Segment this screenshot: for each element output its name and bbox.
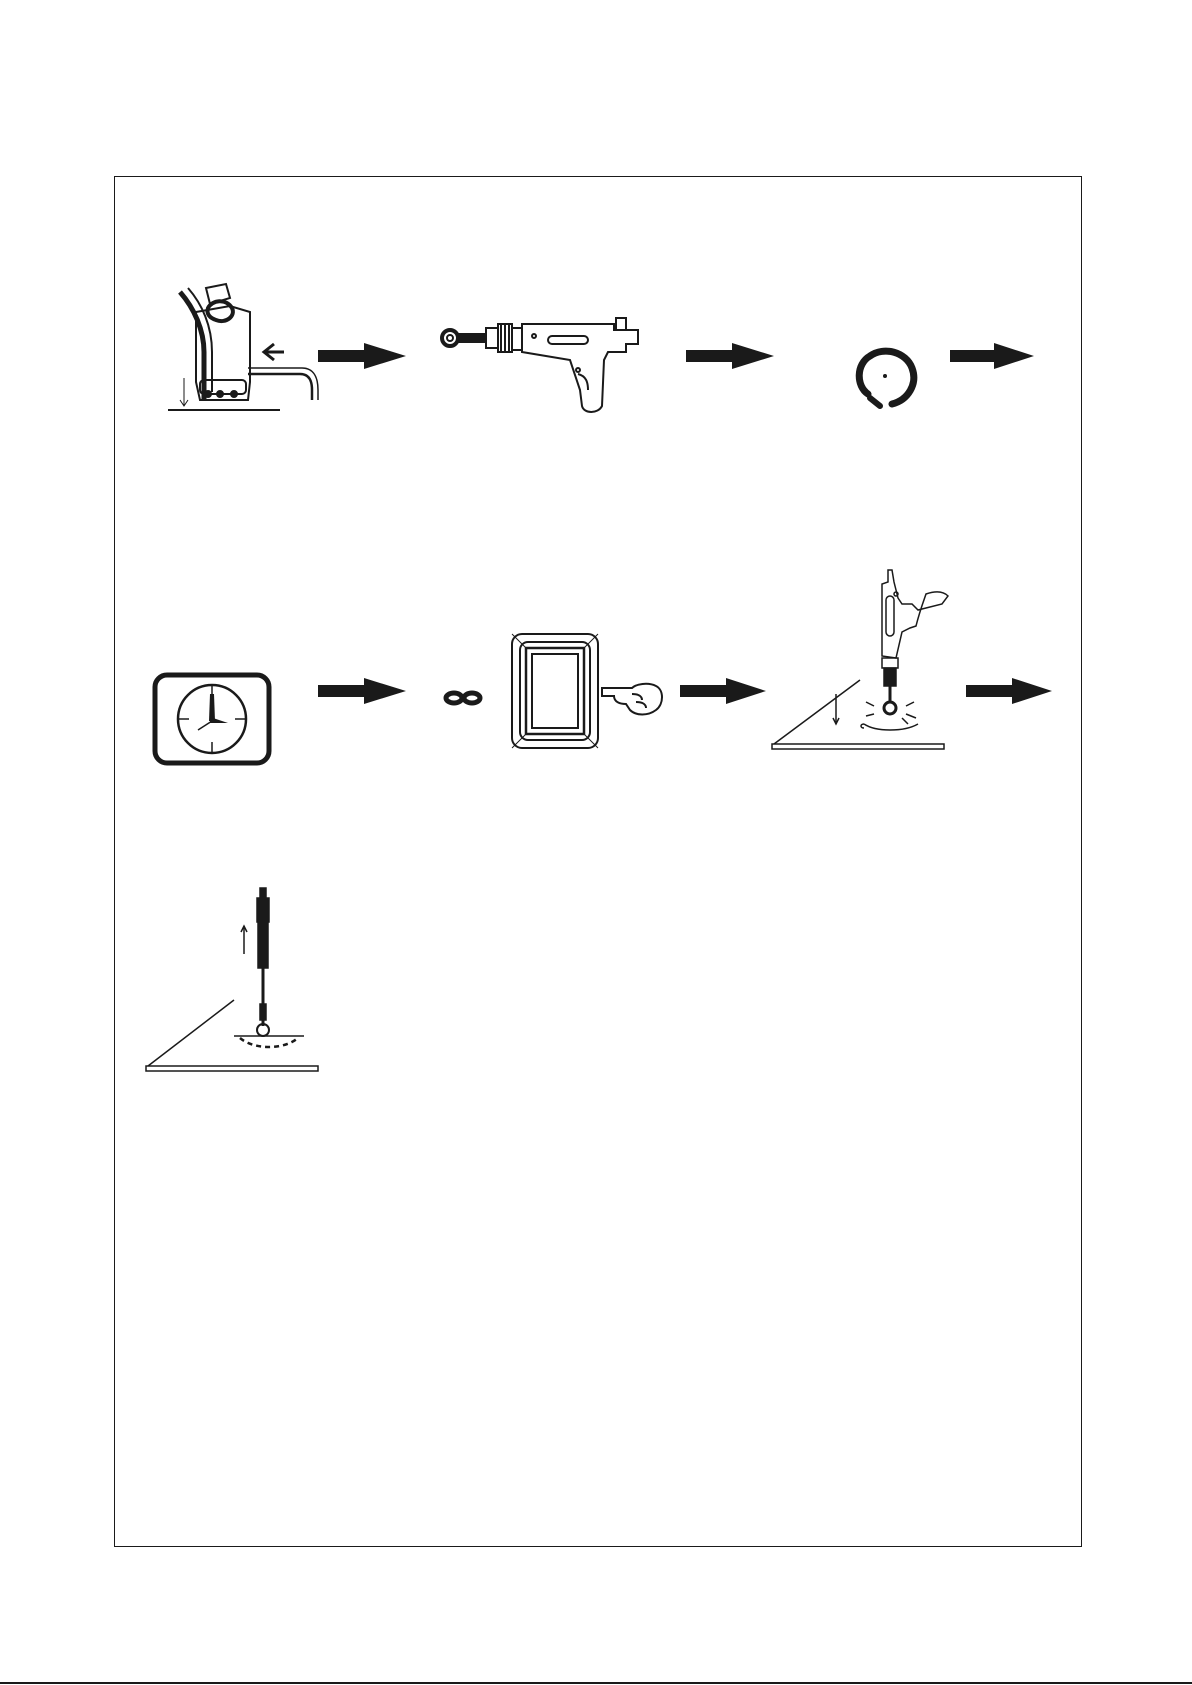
flow-arrow-icon — [686, 343, 774, 374]
stud-welder-unit-icon — [160, 282, 320, 422]
flow-arrow-icon — [950, 343, 1034, 374]
step7-pullup-figure — [144, 886, 324, 1078]
step5-switch-figure — [442, 632, 668, 752]
flow-arrow-icon — [318, 678, 406, 709]
trigger-switch-pressed-icon — [442, 632, 668, 752]
step6-welding-figure — [770, 568, 950, 758]
step4-timer-figure — [152, 672, 272, 766]
step2-gun-figure — [438, 310, 658, 414]
step1-welder-figure — [160, 282, 320, 422]
stud-gun-with-ring-terminal-icon — [438, 310, 658, 414]
flow-arrow-icon — [318, 343, 406, 374]
flow-arrow-icon — [966, 678, 1052, 709]
bottom-rule — [0, 1682, 1192, 1684]
gun-welding-on-sheet-icon — [770, 568, 950, 758]
timer-clock-icon — [152, 672, 272, 766]
gun-pulled-up-from-sheet-icon — [144, 886, 324, 1078]
power-knob-icon — [850, 344, 920, 414]
step3-knob-figure — [850, 344, 920, 414]
flow-arrow-icon — [680, 678, 766, 709]
